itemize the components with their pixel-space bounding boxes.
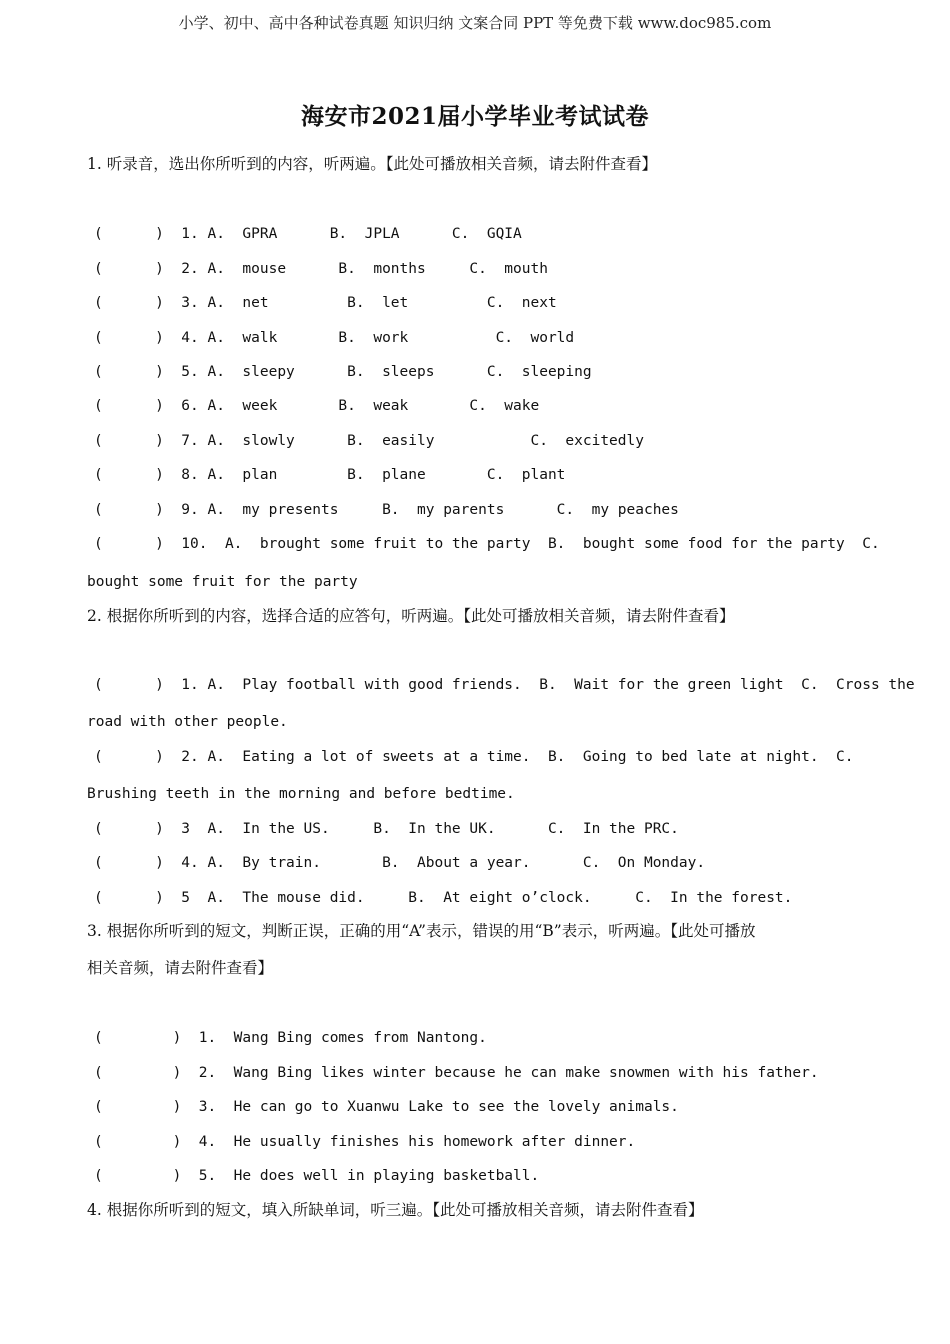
page-title: 海安市2021届小学毕业考试试卷 — [300, 103, 649, 130]
s1-question-10: ( ) 10. A. brought some fruit to the party B. bought some food for the party C. — [94, 536, 880, 552]
s1-question-10-cont: bought some fruit for the party — [87, 574, 358, 590]
s1-question-7: ( ) 7. A. slowly B. easily C. excitedly — [94, 433, 644, 449]
s2-question-4: ( ) 4. A. By train. B. About a year. C. On Monday. — [94, 855, 706, 871]
s1-question-5: ( ) 5. A. sleepy B. sleeps C. sleeping — [94, 364, 592, 380]
s2-question-3: ( ) 3 A. In the US. B. In the UK. C. In the PRC. — [94, 821, 679, 837]
s1-question-2: ( ) 2. A. mouse B. months C. mouth — [94, 261, 548, 277]
s3-statement-3: ( ) 3. He can go to Xuanwu Lake to see the lovely animals. — [94, 1099, 679, 1115]
section-3-heading-cont: 相关音频，请去附件查看】 — [87, 959, 274, 977]
s2-question-1: ( ) 1. A. Play football with good friends. B. Wait for the green light C. Cross the — [94, 677, 915, 693]
s2-question-2-cont: Brushing teeth in the morning and before bedtime. — [87, 786, 515, 802]
s1-question-8: ( ) 8. A. plan B. plane C. plant — [94, 467, 566, 483]
s2-question-5: ( ) 5 A. The mouse did. B. At eight o’clock. C. In the forest. — [94, 890, 793, 906]
s3-statement-4: ( ) 4. He usually finishes his homework after dinner. — [94, 1134, 636, 1150]
section-1-heading: 1. 听录音，选出你所听到的内容，听两遍。【此处可播放相关音频，请去附件查看】 — [87, 155, 657, 173]
s1-question-4: ( ) 4. A. walk B. work C. world — [94, 330, 575, 346]
section-3-heading: 3. 根据你所听到的短文，判断正误，正确的用“A”表示，错误的用“B”表示，听两遍。【此处可播放 — [87, 922, 756, 940]
s3-statement-1: ( ) 1. Wang Bing comes from Nantong. — [94, 1030, 487, 1046]
section-2-heading: 2. 根据你所听到的内容，选择合适的应答句，听两遍。【此处可播放相关音频，请去附件查看】 — [87, 607, 735, 625]
s1-question-6: ( ) 6. A. week B. weak C. wake — [94, 398, 540, 414]
s1-question-9: ( ) 9. A. my presents B. my parents C. my peaches — [94, 502, 679, 518]
s3-statement-2: ( ) 2. Wang Bing likes winter because he can make snowmen with his father. — [94, 1065, 819, 1081]
s2-question-2: ( ) 2. A. Eating a lot of sweets at a time. B. Going to bed late at night. C. — [94, 749, 854, 765]
page-header: 小学、初中、高中各种试卷真题 知识归纳 文案合同 PPT 等免费下载 www.doc985.com — [178, 14, 772, 32]
s3-statement-5: ( ) 5. He does well in playing basketball. — [94, 1168, 540, 1184]
s1-question-1: ( ) 1. A. GPRA B. JPLA C. GQIA — [94, 226, 522, 242]
s1-question-3: ( ) 3. A. net B. let C. next — [94, 295, 557, 311]
section-4-heading: 4. 根据你所听到的短文，填入所缺单词，听三遍。【此处可播放相关音频，请去附件查看】 — [87, 1201, 704, 1219]
s2-question-1-cont: road with other people. — [87, 714, 288, 730]
